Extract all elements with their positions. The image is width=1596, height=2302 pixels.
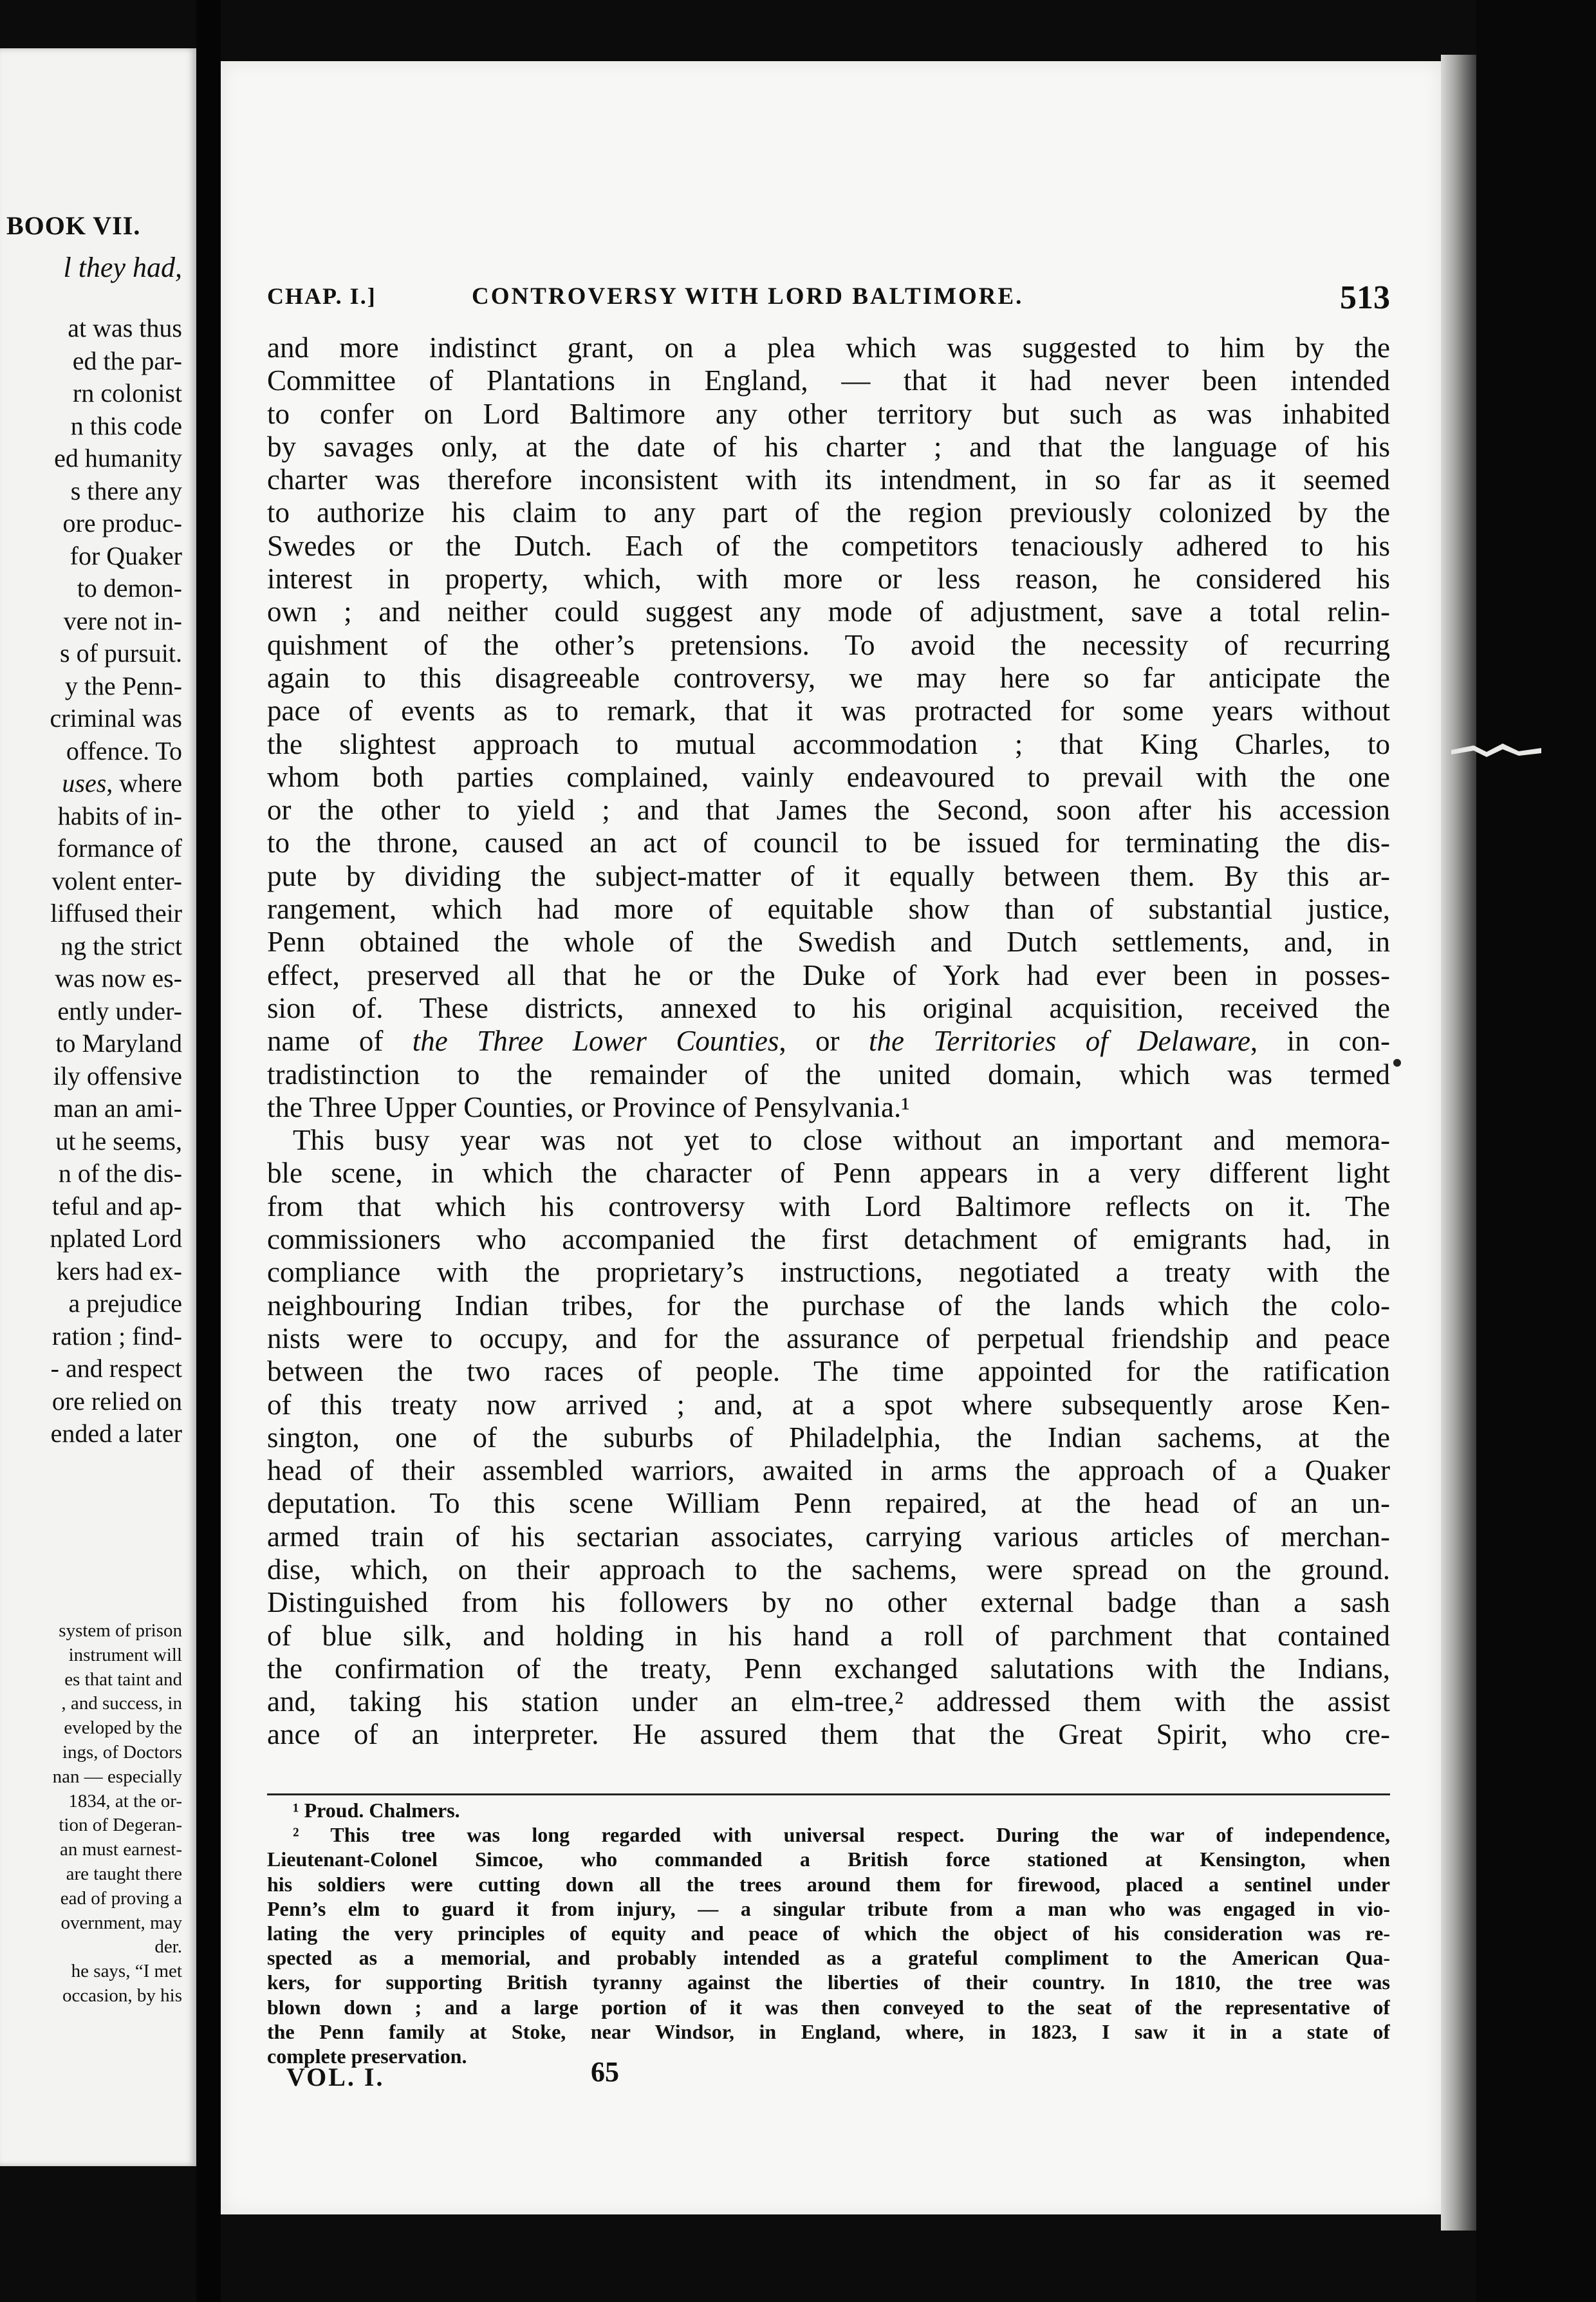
- text-line: the confirmation of the treaty, Penn exchanged salutations with the Indians,: [267, 1652, 1390, 1685]
- facing-page-line: to Maryland: [55, 1029, 182, 1058]
- signature-number: 65: [591, 2056, 619, 2088]
- facing-page-line: y the Penn-: [64, 671, 182, 700]
- facing-page-note: overnment, may: [60, 1912, 182, 1933]
- ink-speck: [1393, 1059, 1401, 1067]
- facing-page-line: ed humanity: [54, 444, 182, 473]
- text-line: rangement, which had more of equitable show than of substantial justice,: [267, 893, 1390, 926]
- text-line: the slightest approach to mutual accommodation ; that King Charles, to: [267, 727, 1390, 760]
- facing-page-line: offence. To: [66, 736, 182, 765]
- text-line: from that which his controversy with Lord Baltimore reflects on it. The: [267, 1190, 1390, 1222]
- facing-page-line: - and respect: [50, 1354, 182, 1383]
- facing-page-line: ng the strict: [60, 931, 182, 960]
- footnote-line: Lieutenant-Colonel Simcoe, who commanded a British force stationed at Kensington, when: [267, 1848, 1390, 1871]
- facing-page-line: for Quaker: [70, 541, 182, 570]
- text-line: nists were to occupy, and for the assurance of perpetual friendship and peace: [267, 1322, 1390, 1354]
- running-head: [267, 279, 1390, 317]
- text-line: head of their assembled warriors, awaited in arms the approach of a Quaker: [267, 1454, 1390, 1487]
- facing-page-line: habits of in-: [57, 801, 182, 830]
- text-line: deputation. To this scene William Penn repaired, at the head of an un-: [267, 1487, 1390, 1520]
- facing-page-note: an must earnest-: [59, 1839, 182, 1860]
- text-line: whom both parties complained, vainly endeavoured to prevail with the one: [267, 760, 1390, 793]
- facing-page-line: vere not in-: [63, 606, 182, 635]
- footnotes: [267, 1798, 1390, 2068]
- page-edge-shadow: [1441, 55, 1476, 2231]
- facing-page-note: der.: [154, 1936, 182, 1958]
- text-line: interest in property, which, with more or less reason, he considered his: [267, 563, 1390, 595]
- facing-page-line: volent enter-: [51, 866, 182, 895]
- facing-page-line: s of pursuit.: [60, 639, 182, 668]
- text-line: Penn obtained the whole of the Swedish and Dutch settlements, and, in: [267, 926, 1390, 959]
- facing-page-note: are taught there: [66, 1863, 182, 1884]
- page-tear-mark: [1448, 734, 1545, 766]
- footnote-line: lating the very principles of equity and peace of which the object of his consideration was re-: [267, 1921, 1390, 1945]
- text-line: to the throne, caused an act of council to be issued for terminating the dis-: [267, 827, 1390, 859]
- facing-page-note: he says, “I met: [71, 1961, 182, 1982]
- facing-page-line: ily offensive: [53, 1061, 182, 1090]
- text-line: dise, which, on their approach to the sachems, were spread on the ground.: [267, 1553, 1390, 1586]
- facing-page-line: liffused their: [50, 899, 182, 928]
- page-number: 513: [1340, 279, 1390, 316]
- volume-signature: VOL. I.: [286, 2063, 385, 2091]
- footnote-line: ² This tree was long regarded with universal respect. During the war of independence,: [293, 1823, 1390, 1847]
- facing-page-line: teful and ap-: [51, 1191, 182, 1221]
- facing-page-line: ut he seems,: [55, 1126, 182, 1156]
- text-line: and, taking his station under an elm-tree,² addressed them with the assist: [267, 1685, 1390, 1718]
- text-line: own ; and neither could suggest any mode of adjustment, save a total relin-: [267, 595, 1390, 628]
- text-line: effect, preserved all that he or the Duke of York had ever been in posses-: [267, 959, 1390, 991]
- footnote-line: kers, for supporting British tyranny against the liberties of their country. In 1810, the tree was: [267, 1970, 1390, 1994]
- facing-page-note: instrument will: [68, 1644, 182, 1665]
- facing-page-line: a prejudice: [68, 1289, 182, 1318]
- text-line: Distinguished from his followers by no other external badge than a sash: [267, 1586, 1390, 1619]
- footnote-rule: [267, 1793, 1390, 1795]
- text-line: and more indistinct grant, on a plea which was suggested to him by the: [267, 332, 1390, 364]
- facing-page-line: ration ; find-: [51, 1321, 182, 1351]
- facing-page-line: uses, where: [62, 769, 182, 798]
- text-line: or the other to yield ; and that James the Second, soon after his accession: [267, 794, 1390, 827]
- text-line: sington, one of the suburbs of Philadelphia, the Indian sachems, at the: [267, 1421, 1390, 1454]
- facing-page-text: [0, 312, 182, 1450]
- footnote-line: his soldiers were cutting down all the trees around them for firewood, placed a sentinel under: [267, 1872, 1390, 1896]
- text-line: ble scene, in which the character of Penn appears in a very different light: [267, 1157, 1390, 1190]
- footnote-line: the Penn family at Stoke, near Windsor, in England, where, in 1823, I saw it in a state of: [267, 2019, 1390, 2043]
- facing-page-line: nplated Lord: [50, 1224, 182, 1253]
- chapter-label: CHAP. I.]: [267, 283, 376, 309]
- facing-page-line: formance of: [57, 834, 182, 863]
- facing-page-line: man an ami-: [53, 1094, 182, 1123]
- facing-page-line: ended a later: [50, 1419, 182, 1448]
- footnote-line: blown down ; and a large portion of it was then conveyed to the seat of the representative of: [267, 1995, 1390, 2019]
- facing-page-line: to demon-: [77, 574, 182, 603]
- text-line: of this treaty now arrived ; and, at a spot where subsequently arose Ken-: [267, 1388, 1390, 1421]
- facing-page-note: , and success, in: [61, 1693, 182, 1714]
- text-line: Swedes or the Dutch. Each of the competitors tenaciously adhered to his: [267, 529, 1390, 562]
- facing-page: [0, 48, 196, 2166]
- scanner-background: [1476, 0, 1596, 2302]
- text-line: by savages only, at the date of his charter ; and that the language of his: [267, 430, 1390, 463]
- text-line: to confer on Lord Baltimore any other territory but such as was inhabited: [267, 397, 1390, 430]
- facing-page-line: rn colonist: [73, 379, 182, 407]
- facing-page-note: eveloped by the: [64, 1717, 182, 1739]
- text-line: pace of events as to remark, that it was protracted for some years without: [267, 695, 1390, 727]
- text-line: Committee of Plantations in England, — that it had never been intended: [267, 364, 1390, 397]
- facing-page-note: tion of Degeran-: [59, 1815, 182, 1836]
- footnote-line: Penn’s elm to guard it from injury, — a singular tribute from a man who was engaged in vio-: [267, 1896, 1390, 1920]
- text-line: pute by dividing the subject-matter of it equally between them. By this ar-: [267, 859, 1390, 892]
- facing-page-line: s there any: [70, 476, 182, 505]
- facing-page-line: n this code: [70, 411, 182, 440]
- footnote-line: spected as a memorial, and probably intended as a grateful compliment to the American Qua-: [267, 1946, 1390, 1970]
- text-line: quishment of the other’s pretensions. To avoid the necessity of recurring: [267, 628, 1390, 661]
- facing-page-note: ings, of Doctors: [62, 1741, 182, 1763]
- footnote-line: complete preservation.: [267, 2044, 467, 2068]
- text-line: compliance with the proprietary’s instructions, negotiated a treaty with the: [267, 1256, 1390, 1289]
- text-line: the Three Upper Counties, or Province of Pensylvania.¹: [267, 1090, 910, 1123]
- facing-page-line: kers had ex-: [56, 1256, 182, 1286]
- facing-page-note: ead of proving a: [60, 1887, 182, 1909]
- facing-page-footnotes: [0, 1619, 182, 2008]
- text-line: This busy year was not yet to close without an important and memora-: [293, 1124, 1390, 1157]
- footnote-line: ¹ Proud. Chalmers.: [293, 1799, 460, 1822]
- facing-page-note: occasion, by his: [62, 1985, 182, 2006]
- facing-page-note: 1834, at the or-: [68, 1790, 182, 1811]
- facing-page-note: nan — especially: [52, 1766, 182, 1787]
- facing-page-note: system of prison: [59, 1620, 182, 1641]
- text-line: armed train of his sectarian associates, carrying various articles of merchan-: [267, 1520, 1390, 1553]
- facing-page-line: n of the dis-: [58, 1159, 182, 1188]
- facing-page-line: ed the par-: [72, 346, 182, 375]
- text-line: of blue silk, and holding in his hand a roll of parchment that contained: [267, 1619, 1390, 1652]
- text-line: again to this disagreeable controversy, we may here so far anticipate the: [267, 661, 1390, 694]
- facing-page-first-line: l they had,: [63, 252, 182, 283]
- text-line: to authorize his claim to any part of the region previously colonized by the: [267, 496, 1390, 529]
- facing-page-note: es that taint and: [64, 1669, 182, 1690]
- text-line: charter was therefore inconsistent with its intendment, in so far as it seemed: [267, 463, 1390, 496]
- text-line: ance of an interpreter. He assured them that the Great Spirit, who cre-: [267, 1718, 1390, 1751]
- book-gutter: [196, 0, 221, 2302]
- text-line: sion of. These districts, annexed to his original acquisition, received the: [267, 991, 1390, 1024]
- text-line: neighbouring Indian tribes, for the purchase of the lands which the colo-: [267, 1289, 1390, 1322]
- text-line: name of the Three Lower Counties, or the Territories of Delaware, in con-: [267, 1025, 1390, 1058]
- facing-page-line: criminal was: [50, 704, 182, 733]
- facing-page-line: at was thus: [68, 313, 182, 342]
- book-page: [221, 61, 1441, 2214]
- facing-page-line: ore relied on: [51, 1386, 182, 1416]
- running-title: CONTROVERSY WITH LORD BALTIMORE.: [472, 283, 1024, 310]
- text-line: between the two races of people. The time appointed for the ratification: [267, 1355, 1390, 1388]
- text-line: commissioners who accompanied the first detachment of emigrants had, in: [267, 1223, 1390, 1256]
- facing-page-line: ore produc-: [62, 509, 182, 538]
- facing-page-line: was now es-: [55, 964, 182, 993]
- facing-page-line: ently under-: [57, 996, 182, 1025]
- body-text: [267, 332, 1390, 1752]
- facing-page-header: BOOK VII.: [6, 211, 141, 240]
- text-line: tradistinction to the remainder of the united domain, which was termed: [267, 1058, 1390, 1090]
